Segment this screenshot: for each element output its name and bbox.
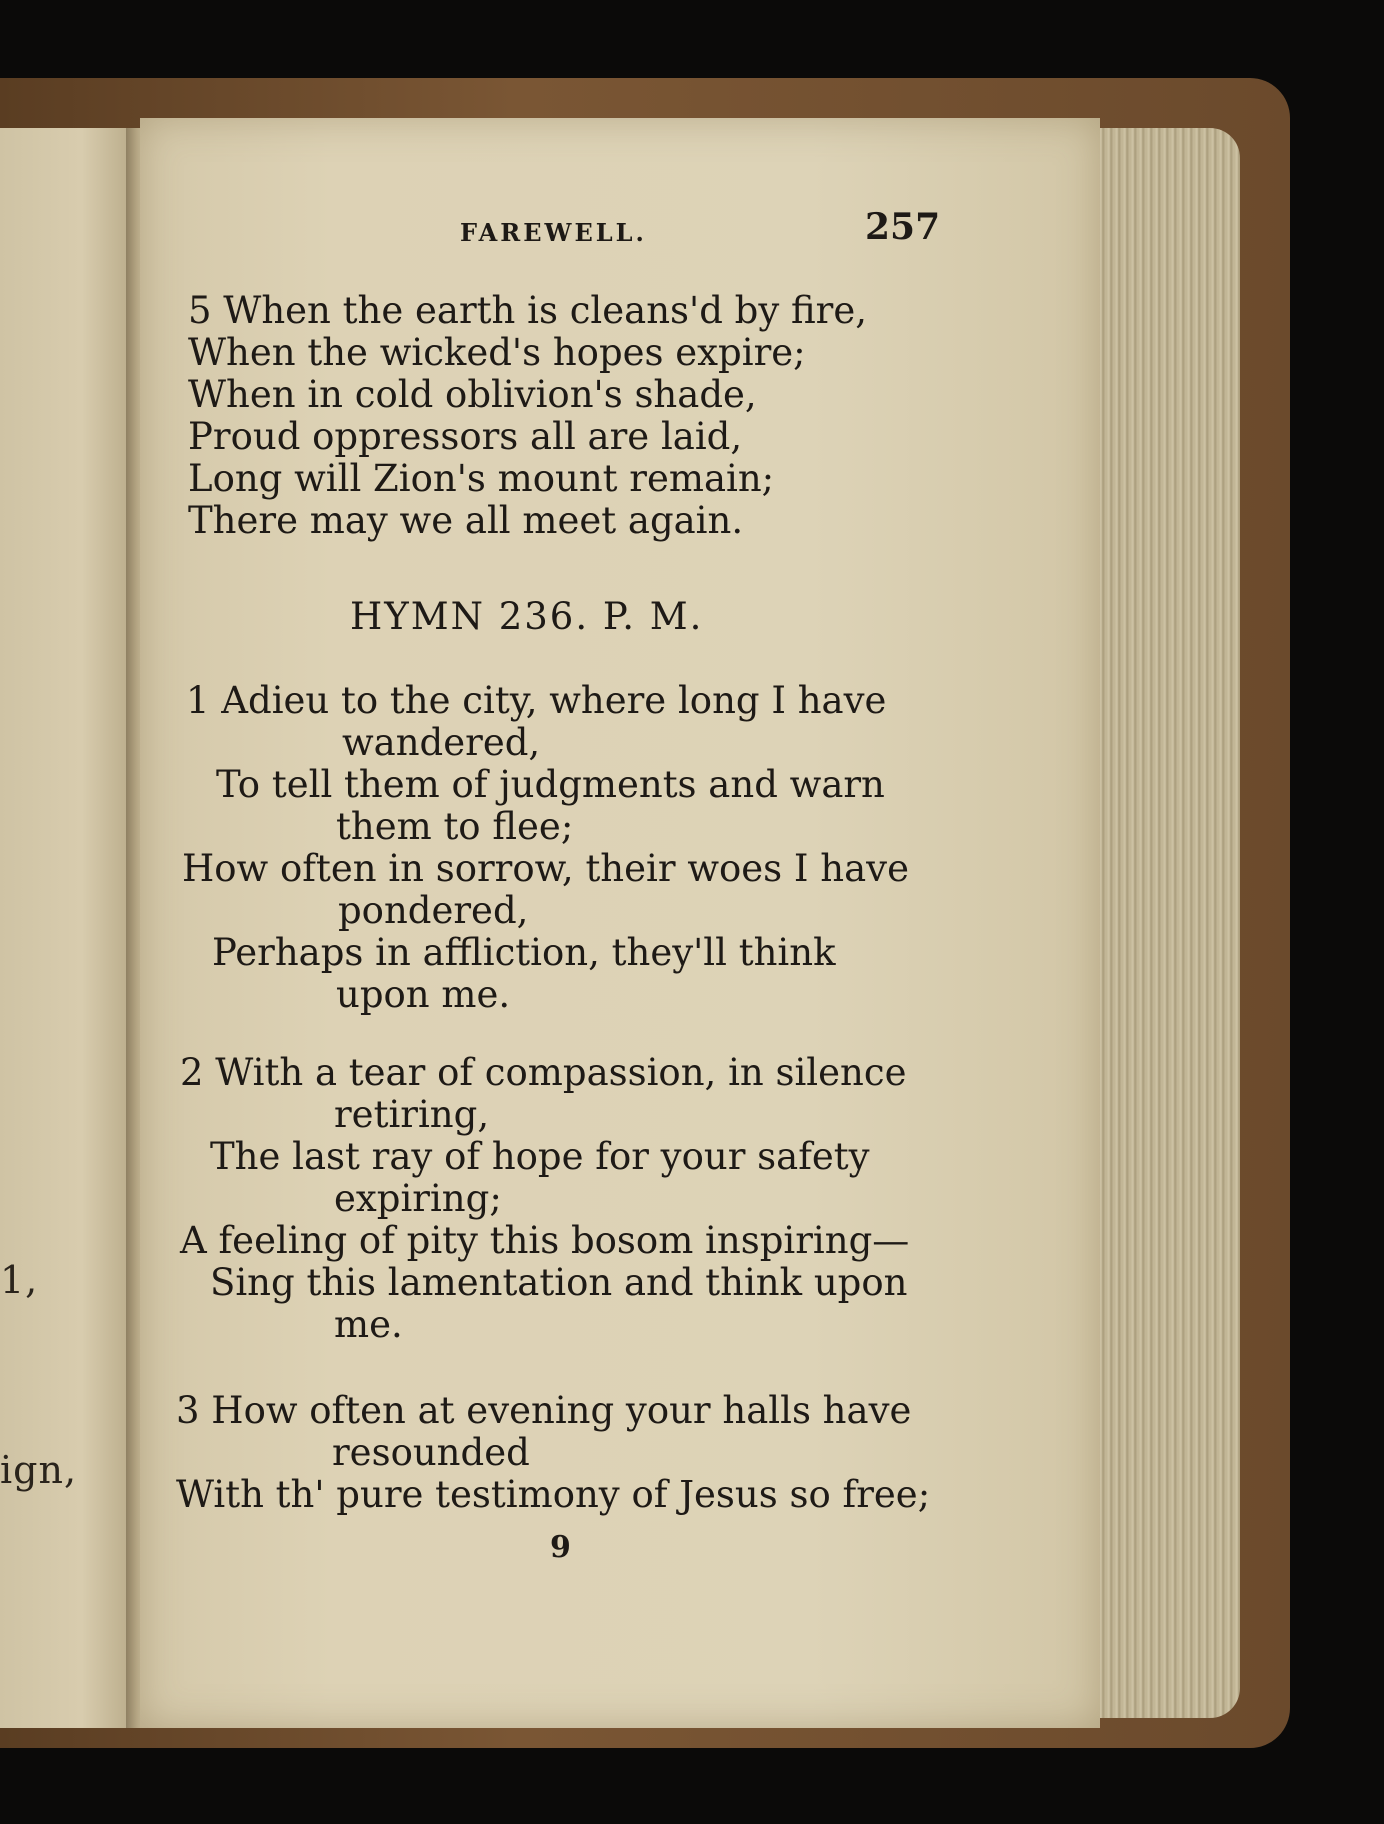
verse-line: There may we all meet again. bbox=[188, 499, 744, 542]
verse-line: Proud oppressors all are laid, bbox=[188, 415, 743, 458]
verse-line: me. bbox=[334, 1303, 403, 1346]
verse-line: them to flee; bbox=[336, 805, 574, 848]
verse-line: expiring; bbox=[334, 1177, 502, 1220]
signature-mark: 9 bbox=[550, 1530, 571, 1565]
left-page-fragment: 1, bbox=[0, 1258, 39, 1302]
verse-line: How often in sorrow, their woes I have bbox=[182, 847, 909, 890]
verse-line: Long will Zion's mount remain; bbox=[188, 457, 775, 500]
left-page bbox=[0, 128, 136, 1728]
verse-line: Sing this lamentation and think upon bbox=[210, 1261, 908, 1304]
verse-line: upon me. bbox=[336, 973, 511, 1016]
left-page-fragment: ign, bbox=[0, 1448, 78, 1492]
running-head: FAREWELL. bbox=[460, 218, 647, 247]
verse-line: retiring, bbox=[334, 1093, 490, 1136]
verse-line: 1 Adieu to the city, where long I have bbox=[186, 679, 887, 722]
page-edges bbox=[1090, 128, 1240, 1718]
page-number: 257 bbox=[865, 206, 941, 248]
page-header bbox=[180, 200, 940, 250]
verse-line: Perhaps in affliction, they'll think bbox=[212, 931, 836, 974]
verse-line: wandered, bbox=[342, 721, 541, 764]
verse-line: 3 How often at evening your halls have bbox=[176, 1389, 912, 1432]
verse-line: The last ray of hope for your safety bbox=[210, 1135, 870, 1178]
verse-line: pondered, bbox=[338, 889, 529, 932]
verse-line: resounded bbox=[332, 1431, 530, 1474]
verse-line: A feeling of pity this bosom inspiring— bbox=[180, 1219, 910, 1262]
verse-line: With th' pure testimony of Jesus so free; bbox=[176, 1473, 931, 1516]
verse-line: 5 When the earth is cleans'd by fire, bbox=[188, 289, 868, 332]
verse-line: 2 With a tear of compassion, in silence bbox=[180, 1051, 907, 1094]
verse-line: To tell them of judgments and warn bbox=[216, 763, 885, 806]
verse-line: When the wicked's hopes expire; bbox=[188, 331, 806, 374]
verse-line: When in cold oblivion's shade, bbox=[188, 373, 757, 416]
hymn-title: HYMN 236. P. M. bbox=[350, 595, 704, 638]
